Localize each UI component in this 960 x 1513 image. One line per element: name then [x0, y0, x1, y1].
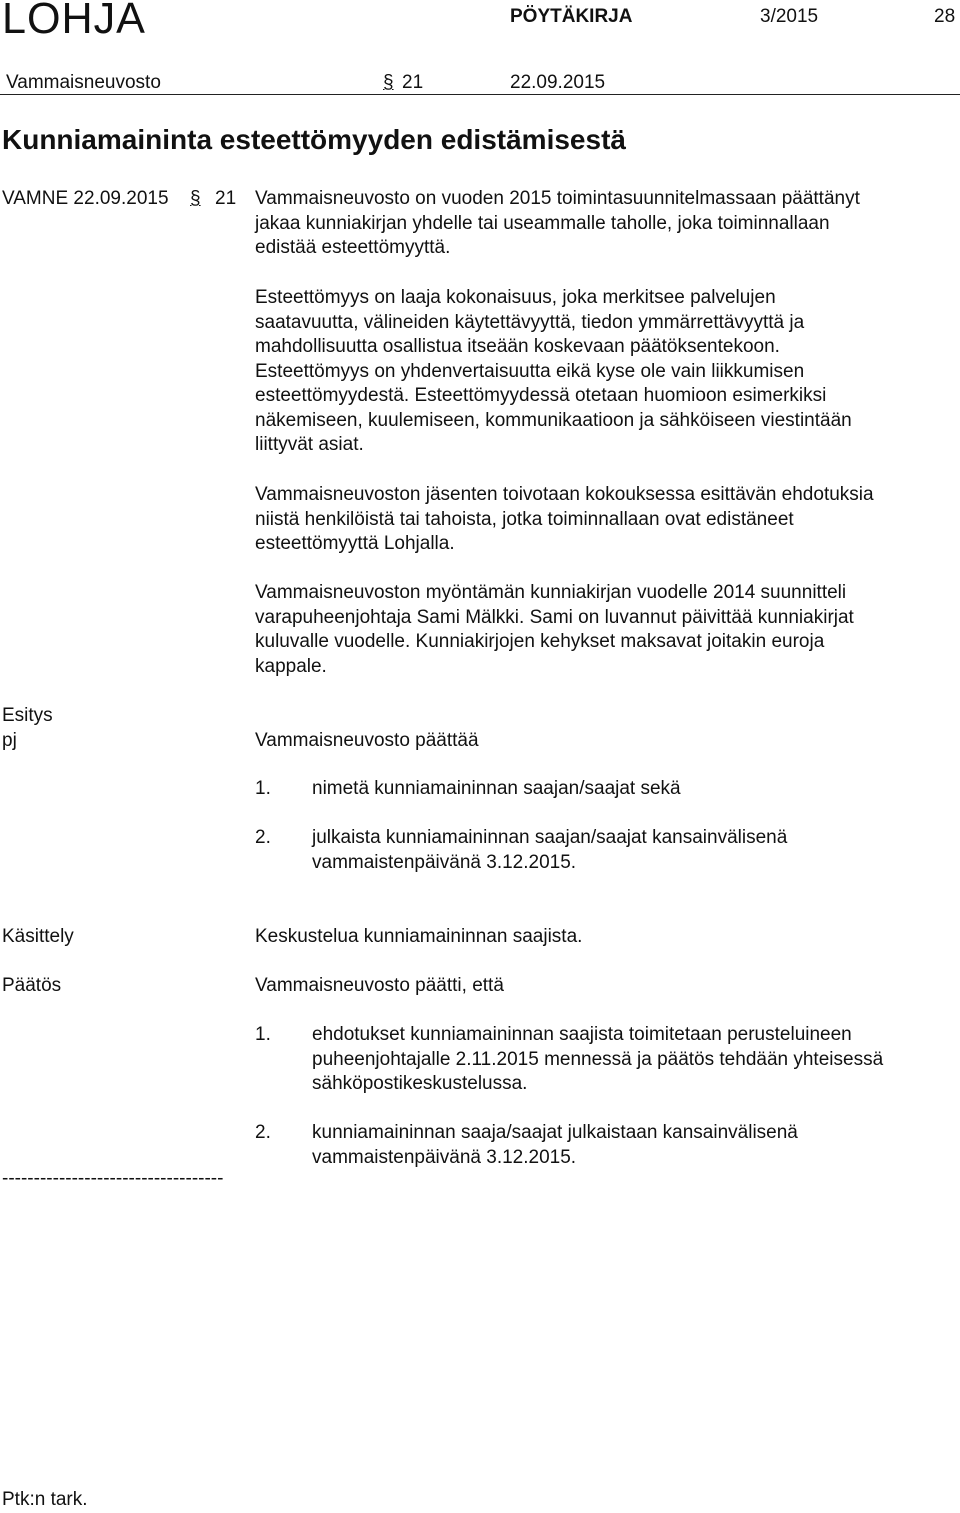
paatos-item-1-number: 1. [255, 1024, 271, 1045]
paragraph-line: varapuheenjohtaja Sami Mälkki. Sami on luvannut päivittää kunniakirjat [255, 606, 854, 628]
paragraph-line: kappale. [255, 655, 327, 677]
paatos-label: Päätös [2, 975, 62, 996]
paragraph-line: Esteettömyys on laaja kokonaisuus, joka merkitsee palvelujen [255, 287, 776, 308]
paatos-intro [255, 974, 955, 999]
page-title: Kunniamaininta esteettömyyden edistämisestä [2, 124, 626, 155]
footer-signature-label: Ptk:n tark. [2, 1489, 88, 1510]
paragraph-line: esteettömyyttä Lohjalla. [255, 533, 455, 554]
esitys-intro-text: Vammaisneuvosto päättää [255, 730, 479, 751]
list-item-line: puheenjohtajalle 2.11.2015 mennessä ja päätös tehdään yhteisessä [312, 1048, 884, 1070]
separator-line: ----------------------------------- [2, 1168, 224, 1189]
paragraph-line: esteettömyydestä. Esteettömyydessä otetaan huomioon esimerkiksi [255, 385, 827, 406]
paragraph-line: saatavuutta, välineiden käytettävyyttä, tiedon ymmärrettävyyttä ja [255, 311, 805, 333]
section-sign: § [383, 72, 394, 93]
paragraph-line: edistää esteettömyyttä. [255, 237, 451, 258]
paragraph-line: näkemiseen, kuulemiseen, kommunikaatioon ja sähköiseen viestintään [255, 409, 852, 431]
body-name: Vammaisneuvosto [6, 72, 161, 93]
paragraph-line: Vammaisneuvoston jäsenten toivotaan kokouksessa esittävän ehdotuksia [255, 484, 874, 505]
esitys-label: Esitys [2, 705, 53, 726]
reference-section-number: 21 [215, 188, 237, 209]
paatos-item-2 [312, 1121, 798, 1170]
esitys-intro [255, 729, 955, 754]
esitys-item-2-number: 2. [255, 827, 271, 848]
paragraph-2 [255, 286, 955, 458]
esitys-sublabel: pj [2, 730, 17, 751]
esitys-item-1 [312, 777, 681, 802]
esitys-item-2 [312, 826, 787, 875]
document-number: 3/2015 [760, 6, 819, 27]
kasittely-text-line: Keskustelua kunniamaininnan saajista. [255, 926, 583, 947]
lohja-logo: LOHJA [2, 0, 146, 43]
paragraph-line: kuluvalle vuodelle. Kunniakirjojen kehykset maksavat joitakin euroja [255, 631, 825, 652]
paragraph-1 [255, 187, 955, 261]
kasittely-label: Käsittely [2, 926, 74, 947]
header-divider [0, 94, 960, 95]
paragraph-3 [255, 483, 955, 557]
paragraph-line: Vammaisneuvosto on vuoden 2015 toimintasuunnitelmassaan päättänyt [255, 188, 860, 209]
paatos-intro-text: Vammaisneuvosto päätti, että [255, 975, 504, 996]
page-number: 28 [934, 6, 956, 27]
paatos-item-2-number: 2. [255, 1122, 271, 1143]
list-item-line: nimetä kunniamaininnan saajan/saajat sekä [312, 778, 681, 799]
reference-code: VAMNE 22.09.2015 [2, 188, 169, 209]
list-item-line: vammaistenpäivänä 3.12.2015. [312, 1146, 577, 1168]
paragraph-line: Esteettömyys on yhdenvertaisuutta eikä kyse ole vain liikkumisen [255, 360, 805, 382]
list-item-line: kunniamaininnan saaja/saajat julkaistaan kansainvälisenä [312, 1122, 798, 1143]
paragraph-line: Vammaisneuvoston myöntämän kunniakirjan vuodelle 2014 suunnitteli [255, 582, 847, 603]
esitys-item-1-number: 1. [255, 778, 271, 799]
kasittely-text [255, 925, 955, 950]
list-item-line: ehdotukset kunniamaininnan saajista toimitetaan perusteluineen [312, 1024, 852, 1045]
section-number: 21 [402, 72, 424, 93]
reference-section-sign: § [190, 188, 201, 209]
paragraph-line: mahdollisuutta osallistua itseään koskevaan päätöksentekoon. [255, 336, 780, 357]
list-item-line: sähköpostikeskustelussa. [312, 1073, 528, 1094]
paragraph-line: liittyvät asiat. [255, 434, 364, 455]
meeting-date: 22.09.2015 [510, 72, 606, 93]
list-item-line: vammaistenpäivänä 3.12.2015. [312, 851, 577, 873]
paragraph-line: jakaa kunniakirjan yhdelle tai useammalle taholle, joka toiminnallaan [255, 212, 830, 234]
paragraph-line: niistä henkilöistä tai tahoista, jotka toiminnallaan ovat edistäneet [255, 508, 794, 530]
list-item-line: julkaista kunniamaininnan saajan/saajat kansainvälisenä [312, 827, 788, 848]
paragraph-4 [255, 581, 955, 679]
paatos-item-1 [312, 1023, 883, 1097]
document-type: PÖYTÄKIRJA [510, 6, 633, 27]
